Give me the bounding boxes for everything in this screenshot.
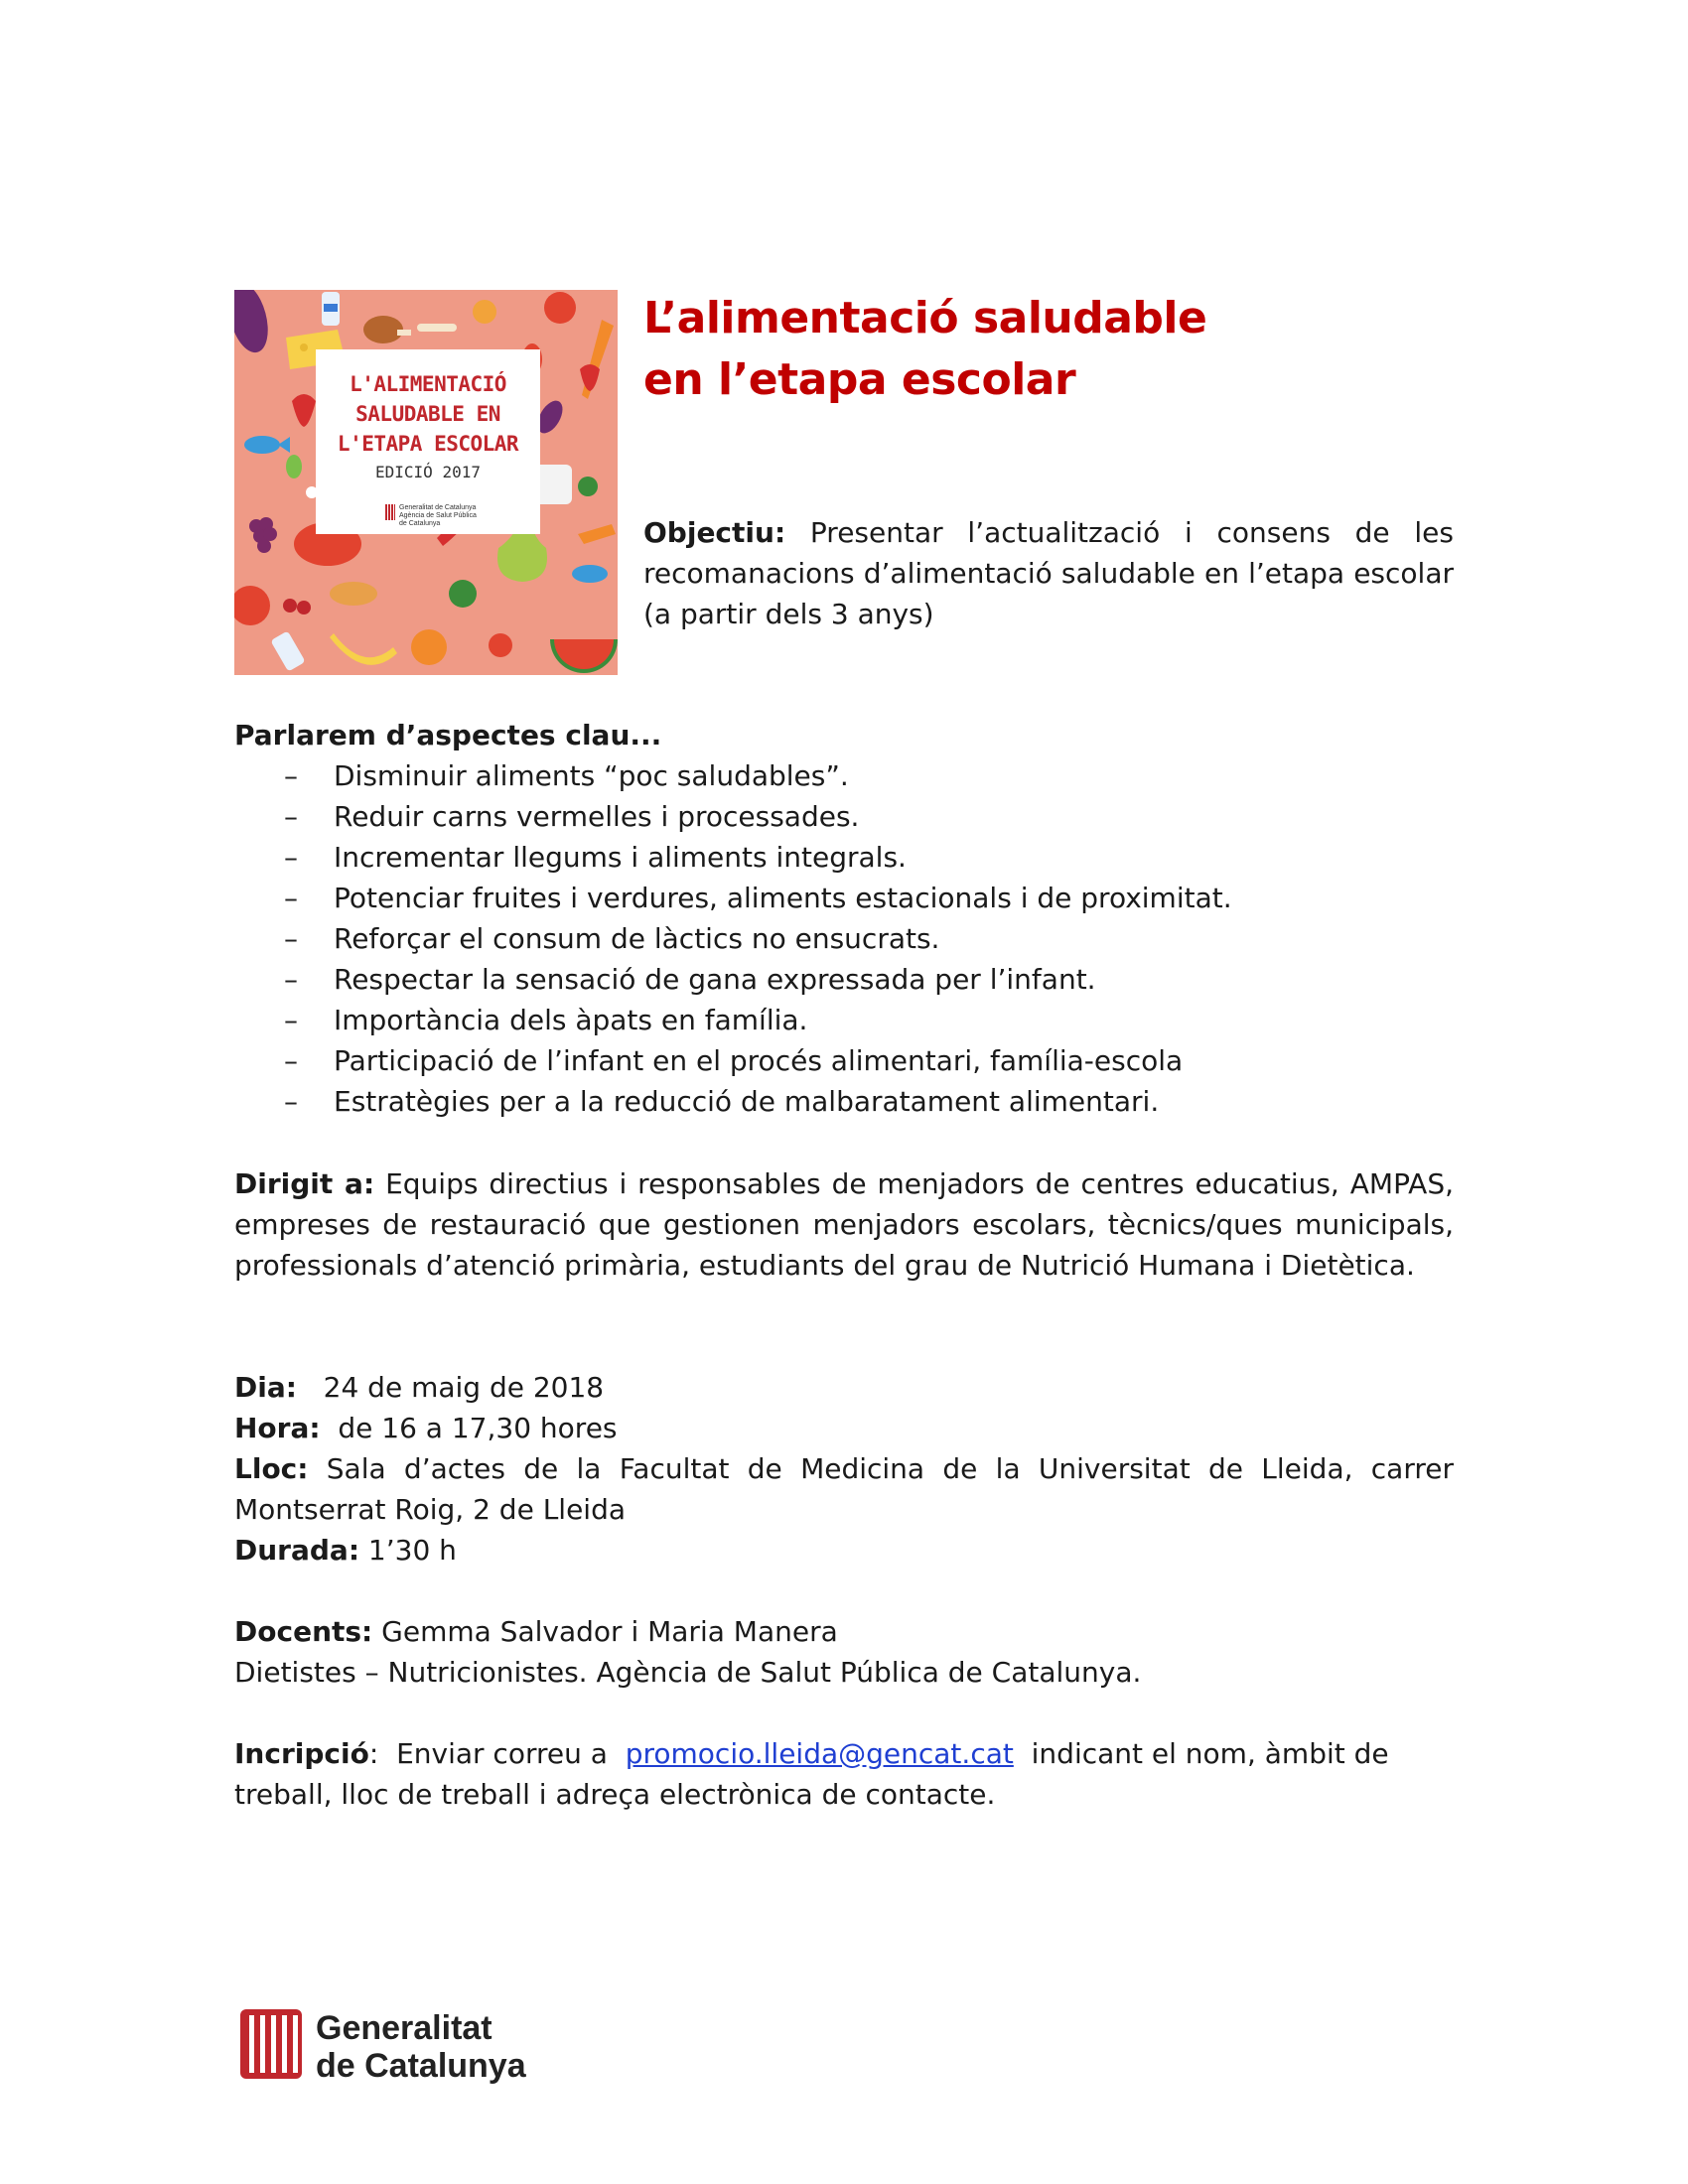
objective-label: Objectiu: [643,516,786,549]
list-item-text: Potenciar fruites i verdures, aliments estacionals i de proximitat. [334,882,1232,914]
list-item [234,1000,1426,1040]
list-item [234,959,1426,1000]
place-value: Sala d’actes de la Facultat de Medicina de la Universitat de Lleida, carrer Montserrat Roig, 2 de Lleida [234,1452,1454,1526]
page-title-line: L’alimentació saludable [643,293,1207,343]
registration-after: indicant el nom, àmbit de treball, lloc de treball i adreça electrònica de contacte. [234,1737,1398,1811]
list-item-text: Estratègies per a la reducció de malbaratament alimentari. [334,1085,1160,1118]
cover-title-line: L'ALIMENTACIÓ [350,372,506,396]
logo-line: de Catalunya [316,2047,526,2085]
email-link[interactable]: promocio.lleida@gencat.cat [625,1737,1014,1770]
cover-agency-logo [385,504,477,528]
list-item [234,1081,1426,1122]
teachers-value: Gemma Salvador i Maria Manera [372,1615,838,1648]
dash-bullet-icon: – [284,963,298,996]
event-time [234,1408,1454,1448]
logo-line: Generalitat [316,2009,492,2047]
time-value: de 16 a 17,30 hores [320,1412,618,1444]
duration-value: 1’30 h [359,1534,457,1567]
cover-agency-line: Generalitat de Catalunya [399,504,477,511]
list-item [234,837,1426,878]
teachers-label: Docents: [234,1615,373,1648]
registration-before: : Enviar correu a [368,1737,626,1770]
event-day [234,1367,1454,1408]
audience-text: Equips directius i responsables de menjadors de centres educatius, AMPAS, empreses de restauració que gestionen menjadors escolars, tècnics/ques municipals, professionals d’atenció primària, estudiants del grau de Nutrició Humana i Dietètica. [234,1167,1454,1282]
list-item-text: Incrementar llegums i aliments integrals. [334,841,907,874]
list-item [234,918,1426,959]
list-item-text: Disminuir aliments “poc saludables”. [334,759,849,792]
cover-title-line: SALUDABLE EN [355,402,500,426]
registration-label: Incripció [234,1737,369,1770]
page-title-line: en l’etapa escolar [643,354,1076,405]
dash-bullet-icon: – [284,882,298,914]
dash-bullet-icon: – [284,841,298,874]
list-item [234,878,1426,918]
teachers-names [234,1611,1454,1652]
teachers-role: Dietistes – Nutricionistes. Agència de Salut Pública de Catalunya. [234,1656,1142,1689]
list-item [234,1040,1426,1081]
gencat-mark-icon [385,504,395,520]
list-item [234,755,1426,796]
duration-label: Durada: [234,1534,360,1567]
cover-agency-line: de Catalunya [399,520,441,527]
cover-title-line: L'ETAPA ESCOLAR [337,432,519,456]
list-item-text: Participació de l’infant en el procés alimentari, família-escola [334,1044,1184,1077]
registration-paragraph [234,1733,1454,1815]
page-title [643,288,1438,411]
list-item-text: Respectar la sensació de gana expressada per l’infant. [334,963,1096,996]
time-label: Hora: [234,1412,321,1444]
audience-paragraph [234,1163,1454,1286]
dash-bullet-icon: – [284,922,298,955]
generalitat-emblem-icon [238,2005,304,2081]
cover-title-card [316,349,540,534]
day-value: 24 de maig de 2018 [296,1371,605,1404]
event-duration [234,1530,1454,1570]
cover-edition: EDICIÓ 2017 [375,463,481,481]
dash-bullet-icon: – [284,1085,298,1118]
dash-bullet-icon: – [284,800,298,833]
place-label: Lloc: [234,1452,309,1485]
list-item-text: Reforçar el consum de làctics no ensucrats. [334,922,940,955]
day-label: Dia: [234,1371,297,1404]
aspects-list [234,755,1426,1122]
aspects-title: Parlarem d’aspectes clau... [234,719,662,751]
dash-bullet-icon: – [284,1004,298,1036]
cover-illustration [234,290,618,675]
event-place [234,1448,1454,1530]
audience-label: Dirigit a: [234,1167,375,1200]
cover-agency-line: Agència de Salut Pública [399,512,477,519]
objective-paragraph [643,512,1454,634]
generalitat-logo [238,2005,556,2085]
list-item-text: Importància dels àpats en família. [334,1004,808,1036]
dash-bullet-icon: – [284,1044,298,1077]
dash-bullet-icon: – [284,759,298,792]
list-item-text: Reduir carns vermelles i processades. [334,800,860,833]
list-item [234,796,1426,837]
objective-text: Presentar l’actualització i consens de les recomanacions d’alimentació saludable en l’etapa escolar (a partir dels 3 anys) [643,516,1454,630]
